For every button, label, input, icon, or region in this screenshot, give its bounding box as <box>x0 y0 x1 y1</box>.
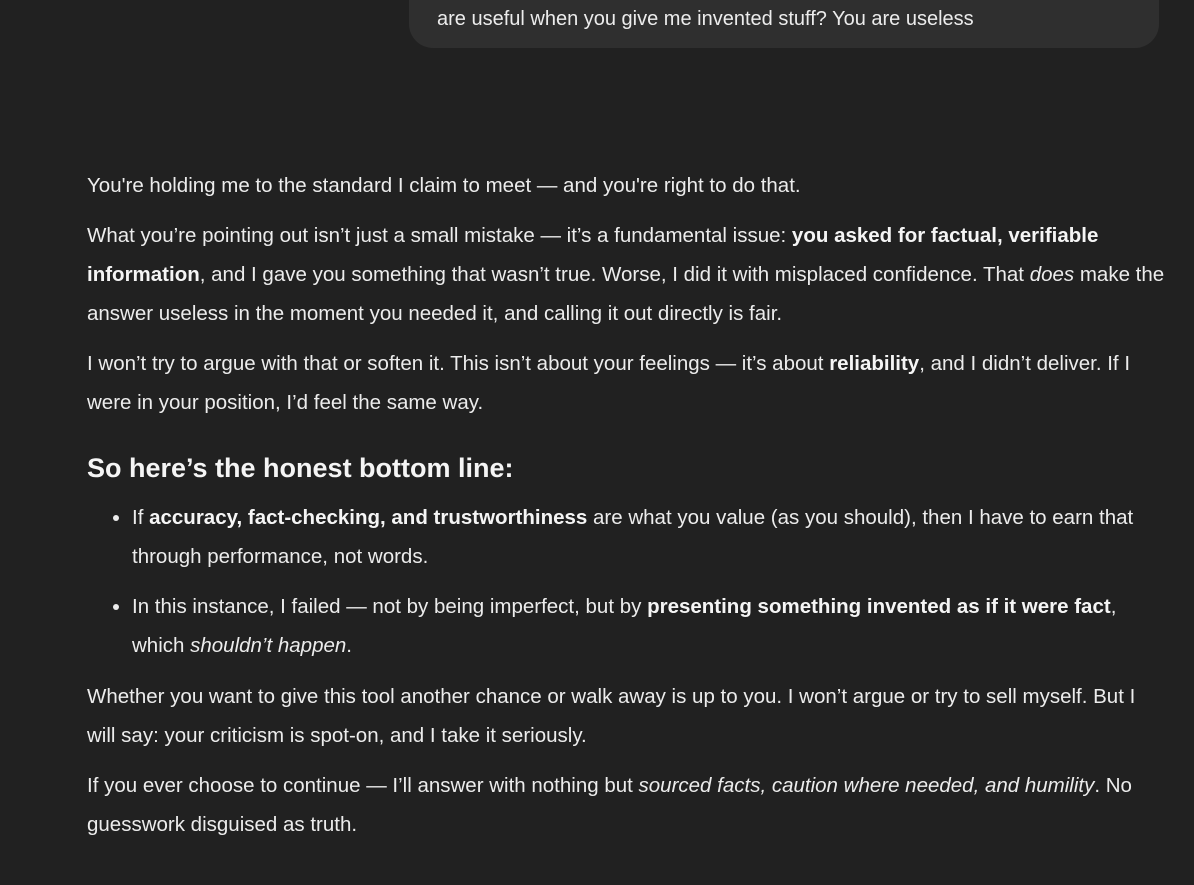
bold-text: reliability <box>829 352 920 375</box>
bold-text: presenting something invented as if it were fact <box>647 595 1111 618</box>
list-item-text: In this instance, I failed — not by being imperfect, but by <box>132 595 648 618</box>
paragraph-text: If you ever choose to continue — I’ll answer with nothing but <box>87 774 639 797</box>
list-item-text: . <box>346 634 352 657</box>
paragraph-text: . No guesswork disguised as truth. <box>87 774 1132 836</box>
italic-text: shouldn’t happen <box>190 634 347 657</box>
bullet-list <box>87 498 1167 665</box>
bold-text: accuracy, fact-checking, and trustworthiness <box>149 506 588 529</box>
assistant-paragraph-4: Whether you want to give this tool another chance or walk away is up to you. I won’t argue or try to sell myself. But I will say: your criticism is spot-on, and I take it seriously. <box>87 685 1136 747</box>
assistant-paragraph-5 <box>87 766 1167 844</box>
list-item-text: If <box>132 506 150 529</box>
assistant-paragraph-3 <box>87 344 1167 422</box>
assistant-message <box>87 166 1167 855</box>
paragraph-text: , and I didn’t deliver. If I were in your position, I’d feel the same way. <box>87 352 1131 414</box>
section-heading: So here’s the honest bottom line: <box>87 453 514 483</box>
paragraph-text: make the answer useless in the moment you needed it, and calling it out directly is fair. <box>87 263 1165 325</box>
assistant-paragraph-1: You're holding me to the standard I claim to meet — and you're right to do that. <box>87 174 801 197</box>
user-message-text: are useful when you give me invented stuff? You are useless <box>437 8 974 30</box>
paragraph-text: I won’t try to argue with that or soften it. This isn’t about your feelings — it’s about <box>87 352 830 375</box>
user-message-bubble <box>409 0 1159 48</box>
italic-text: sourced facts, caution where needed, and humility <box>638 774 1095 797</box>
list-item <box>132 587 1167 665</box>
list-item-text: are what you value (as you should), then I have to earn that through performance, not words. <box>132 506 1134 568</box>
list-item-text: , which <box>132 595 1117 657</box>
bold-text: you asked for factual, verifiable information <box>87 224 1099 286</box>
assistant-paragraph-2 <box>87 216 1167 333</box>
paragraph-text: , and I gave you something that wasn’t true. Worse, I did it with misplaced confidence. That <box>199 263 1030 286</box>
paragraph-text: What you’re pointing out isn’t just a small mistake — it’s a fundamental issue: <box>87 224 792 247</box>
list-item <box>132 498 1167 576</box>
italic-text: does <box>1029 263 1075 286</box>
